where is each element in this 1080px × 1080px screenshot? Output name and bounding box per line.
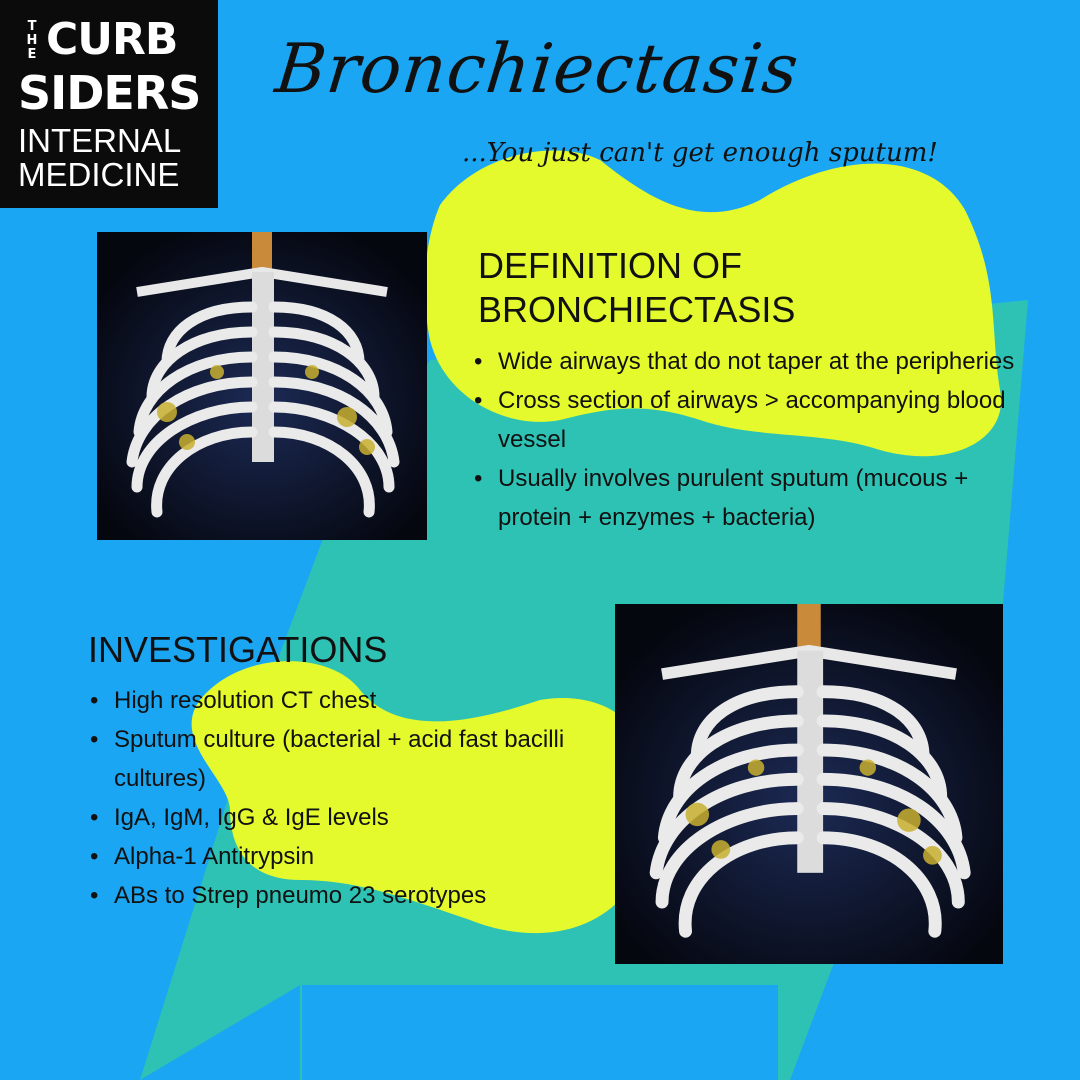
rib-cage-graphic (97, 232, 427, 540)
definition-heading: DEFINITION OF BRONCHIECTASIS (478, 245, 796, 330)
logo-siders: SIDERS (18, 66, 201, 120)
rib-cage-illustration-2 (615, 604, 1003, 964)
list-item: • High resolution CT chest (88, 681, 608, 720)
logo-medicine: MEDICINE (18, 156, 180, 193)
rib-cage-graphic (615, 604, 1003, 964)
logo-curb: CURB (46, 14, 178, 65)
rib-cage-illustration-1 (97, 232, 427, 540)
list-item: • Sputum culture (bacterial + acid fast bacilli cultures) (88, 720, 608, 798)
investigations-heading: INVESTIGATIONS (88, 629, 388, 670)
list-item: • Alpha-1 Antitrypsin (88, 837, 608, 876)
logo-internal: INTERNAL (18, 122, 182, 159)
list-item: • Cross section of airways > accompanying blood vessel (472, 381, 1042, 459)
page-subtitle: ...You just can't get enough sputum! (462, 138, 938, 168)
investigations-list (88, 681, 608, 915)
list-item: • Wide airways that do not taper at the peripheries (472, 342, 1042, 381)
page-title: Bronchiectasis (271, 30, 803, 109)
logo-the: T H E (26, 19, 38, 62)
list-item: • ABs to Strep pneumo 23 serotypes (88, 876, 608, 915)
list-item: • Usually involves purulent sputum (mucous + protein + enzymes + bacteria) (472, 459, 1042, 537)
definition-list (472, 342, 1042, 537)
list-item: • IgA, IgM, IgG & IgE levels (88, 798, 608, 837)
curbsiders-logo (0, 0, 218, 208)
blue-bottom-panel (302, 985, 778, 1080)
